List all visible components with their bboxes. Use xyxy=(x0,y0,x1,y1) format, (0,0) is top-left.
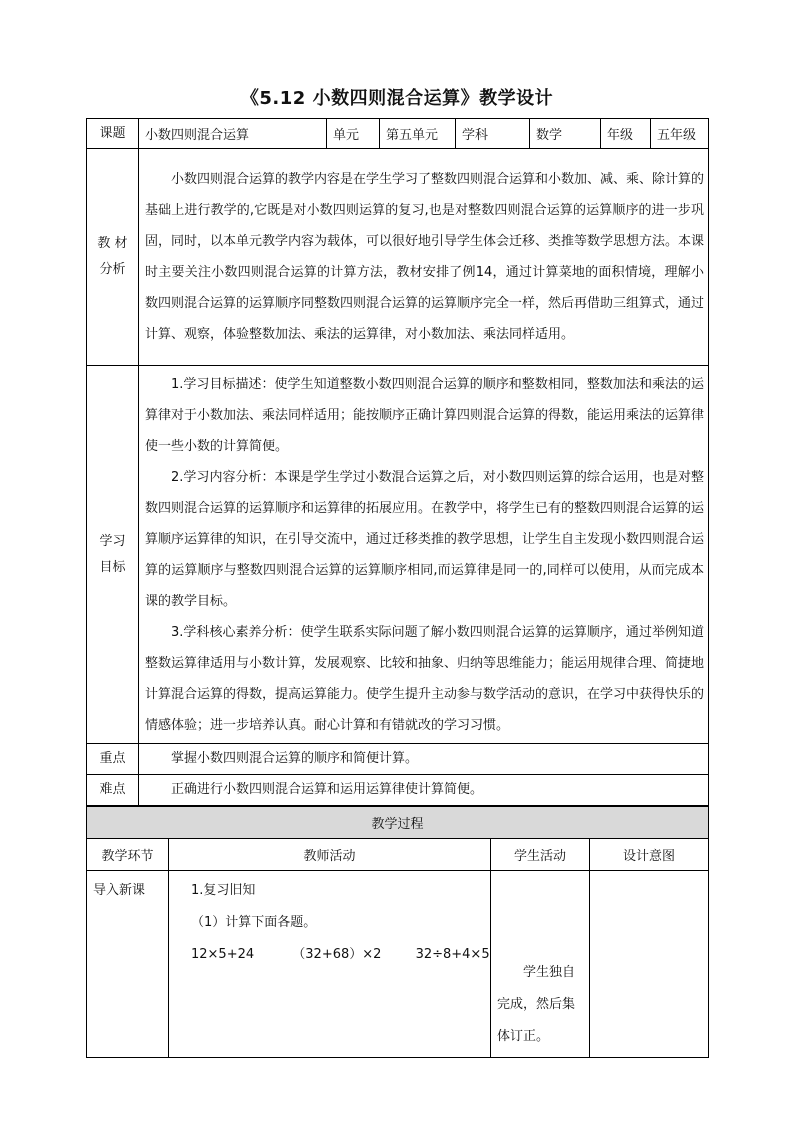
objective-paragraph-2: 2.学习内容分析：本课是学生学过小数混合运算之后，对小数四则运算的综合运用，也是对整数四则混合运算的运算顺序和运算律的拓展应用。在教学中，将学生已有的整数四则混合运算的运算顺序运算律的知识，在引导交流中，通过迁移类推的教学思想，让学生自主发现小数四则混合运算的运算顺序与整数四则混合运算的运算顺序相同,而运算律是同一的,同样可以使用，从而完成本课的教学目标。 xyxy=(145,469,705,609)
analysis-row xyxy=(87,149,709,366)
process-title-row xyxy=(87,807,709,839)
unit-label: 单元 xyxy=(327,119,380,149)
document-title: 《5.12 小数四则混合运算》教学设计 xyxy=(240,88,554,109)
exercise-list xyxy=(169,939,490,971)
analysis-label-line2: 分析 xyxy=(99,262,126,277)
objectives-row xyxy=(87,366,709,744)
student-line-2: 完成，然后集 xyxy=(497,997,576,1012)
grade-value: 五年级 xyxy=(651,119,709,149)
exercise-1: 12×5+24 xyxy=(191,947,255,962)
process-section-title: 教学过程 xyxy=(87,807,709,839)
objective-paragraph-1: 1.学习目标描述：使学生知道整数小数四则混合运算的顺序和整数相同，整数加法和乘法的运算律对于小数加法、乘法同样适用；能按顺序正确计算四则混合运算的得数，能运用乘法的运算律使一些小数的计算简便。 xyxy=(145,376,705,454)
design-intent xyxy=(590,871,709,1058)
analysis-text xyxy=(139,149,709,366)
subject-label: 学科 xyxy=(456,119,530,149)
analysis-label-line1: 教 材 xyxy=(97,236,128,251)
teacher-line-2: （1）计算下面各题。 xyxy=(191,915,317,930)
header-design-intent: 设计意图 xyxy=(590,839,709,871)
exercise-2: （32+68）×2 xyxy=(292,947,382,962)
analysis-label xyxy=(87,149,139,366)
objectives-text xyxy=(139,366,709,744)
teacher-activity xyxy=(169,871,491,1058)
objective-paragraph-3: 3.学科核心素养分析：使学生联系实际问题了解小数四则混合运算的运算顺序，通过举例知道整数运算律适用与小数计算，发展观察、比较和抽象、归纳等思维能力；能运用规律合理、简捷地计算混合运算的得数，提高运算能力。使学生提升主动参与数学活动的意识，在学习中获得快乐的情感体验；进一步培养认真。耐心计算和有错就改的学习习惯。 xyxy=(145,624,705,733)
process-row-intro xyxy=(87,871,709,1058)
info-row xyxy=(87,119,709,149)
process-header-row xyxy=(87,839,709,871)
subject-value: 数学 xyxy=(530,119,601,149)
grade-label: 年级 xyxy=(601,119,651,149)
topic-value: 小数四则混合运算 xyxy=(139,119,327,149)
analysis-paragraph: 小数四则混合运算的教学内容是在学生学习了整数四则混合运算和小数加、减、乘、除计算的基础上进行教学的,它既是对小数四则运算的复习,也是对整数四则混合运算的运算顺序的进一步巩固，同时，以本单元教学内容为载体，可以很好地引导学生体会迁移、类推等数学思想方法。本课时主要关注小数四则混合运算的计算方法，教材安排了例14，通过计算菜地的面积情境，理解小数四则混合运算的运算顺序同整数四则混合运算的运算顺序完全一样，然后再借助三组算式，通过计算、观察，体验整数加法、乘法的运算律，对小数加法、乘法同样适用。 xyxy=(145,172,705,342)
stage-label: 导入新课 xyxy=(87,871,169,1058)
key-point-row xyxy=(87,744,709,775)
difficulty-label: 难点 xyxy=(87,775,139,806)
header-teacher-activity: 教师活动 xyxy=(169,839,491,871)
header-student-activity: 学生活动 xyxy=(491,839,590,871)
unit-value: 第五单元 xyxy=(380,119,456,149)
student-line-1: 学生独自 xyxy=(523,965,576,980)
header-stage: 教学环节 xyxy=(87,839,169,871)
teacher-line-1: 1.复习旧知 xyxy=(191,883,256,898)
difficulty-row xyxy=(87,775,709,806)
teaching-process-table xyxy=(86,806,709,1058)
key-point-label: 重点 xyxy=(87,744,139,775)
difficulty-text: 正确进行小数四则混合运算和运用运算律使计算简便。 xyxy=(139,775,709,806)
lesson-info-table xyxy=(86,118,709,806)
objectives-label-line1: 学习 xyxy=(99,533,126,549)
exercise-3: 32÷8+4×5 xyxy=(415,947,490,962)
student-line-3: 体订正。 xyxy=(497,1029,550,1044)
key-point-text: 掌握小数四则混合运算的顺序和简便计算。 xyxy=(139,744,709,775)
objectives-label-line2: 目标 xyxy=(99,559,126,575)
student-activity xyxy=(491,871,590,1058)
objectives-label xyxy=(87,366,139,744)
topic-label: 课题 xyxy=(87,119,139,149)
